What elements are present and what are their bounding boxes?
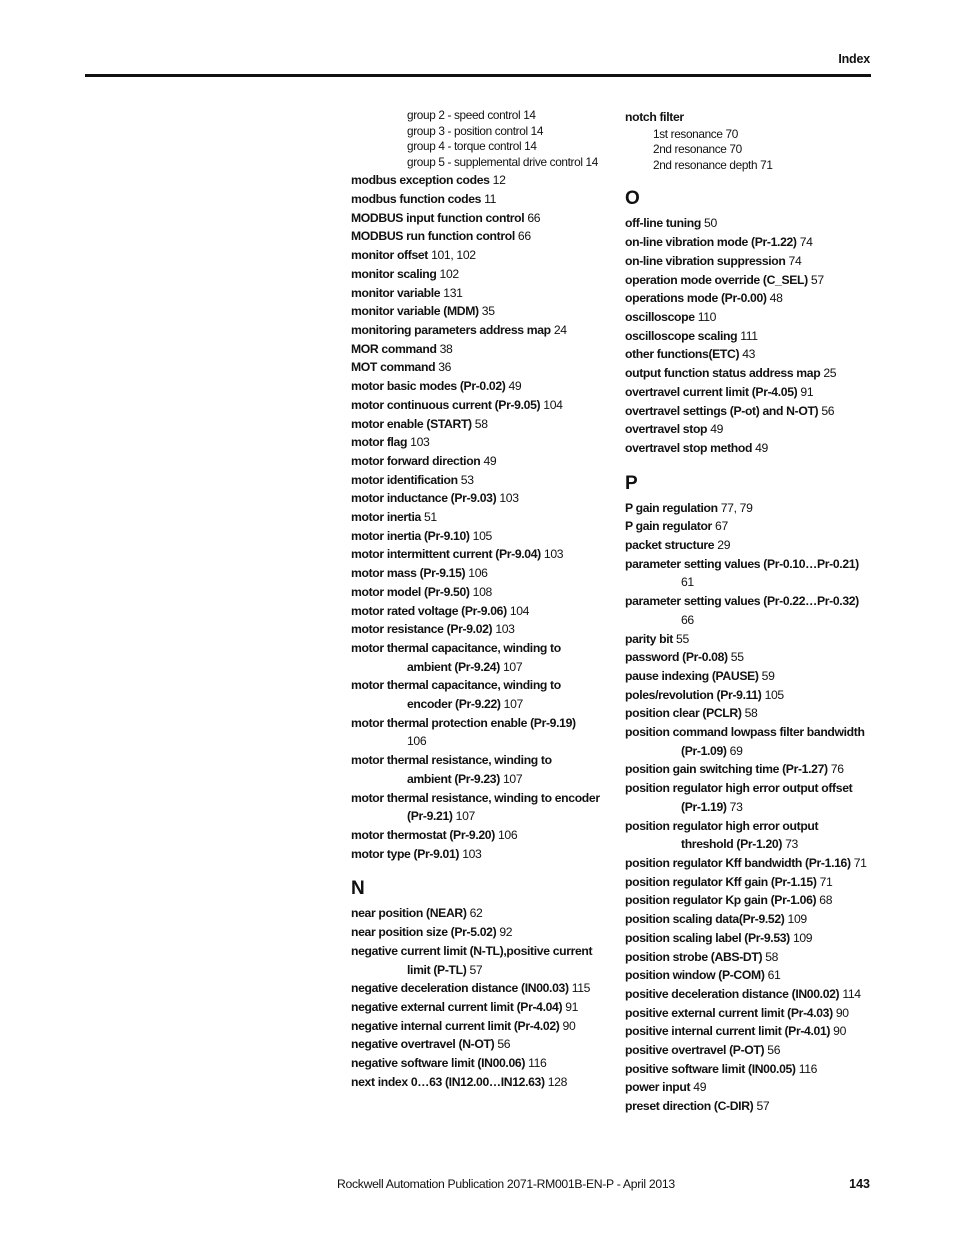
index-entry — [351, 789, 613, 826]
index-entry — [351, 489, 613, 508]
index-entry — [351, 415, 613, 434]
index-entry — [625, 1097, 887, 1116]
index-entry — [351, 620, 613, 639]
entry-term: monitor variable (MDM) — [351, 304, 479, 319]
entry-pages: 90 — [562, 1018, 576, 1033]
footer-publication: Rockwell Automation Publication 2071-RM001B-EN-P - April 2013 — [337, 1177, 675, 1191]
entry-pages: 68 — [819, 893, 833, 908]
index-entry — [625, 214, 887, 233]
entry-pages: 106 — [468, 566, 488, 581]
entry-term: motor identification — [351, 472, 458, 487]
entry-pages: 74 — [799, 235, 813, 250]
entry-pages: 61 — [681, 575, 694, 590]
subentry: group 4 - torque control 14 — [407, 139, 537, 154]
index-entry — [351, 1035, 613, 1054]
entry-pages: 56 — [821, 403, 835, 418]
entry-pages: 49 — [755, 440, 768, 455]
index-entry — [625, 592, 887, 629]
entry-pages: 57 — [810, 272, 824, 287]
entry-term: overtravel settings (P-ot) and N-OT) — [625, 403, 819, 418]
index-entry — [625, 364, 887, 383]
entry-pages: 73 — [785, 837, 798, 852]
entry-pages: 128 — [547, 1074, 568, 1089]
index-entry — [351, 942, 613, 979]
entry-term: overtravel stop — [625, 422, 708, 437]
subentry: 1st resonance 70 — [653, 126, 738, 141]
entry-term: P gain regulator — [625, 519, 712, 534]
index-entry — [351, 246, 613, 265]
subentry: group 2 - speed control 14 — [407, 108, 536, 122]
section-letter-p: P — [625, 472, 638, 494]
entry-pages: 59 — [761, 668, 775, 683]
index-entry — [625, 233, 887, 252]
entry-term: motor continuous current (Pr-9.05) — [351, 397, 541, 412]
entry-term: motor thermal capacitance, winding to — [351, 640, 561, 655]
entry-term: near position size (Pr-5.02) — [351, 925, 497, 940]
entry-pages: 103 — [499, 491, 519, 506]
index-entry — [625, 536, 887, 555]
entry-term: position window (P-COM) — [625, 968, 765, 983]
entry-continuation — [625, 742, 887, 761]
index-entry — [625, 667, 887, 686]
index-entry — [625, 817, 887, 854]
entry-term: MOR command — [351, 341, 437, 356]
entry-term: motor basic modes (Pr-0.02) — [351, 379, 506, 394]
entry-term: overtravel stop method — [625, 440, 753, 455]
entry-term-continued: (Pr-1.09) — [681, 743, 727, 758]
entry-pages: 107 — [502, 659, 523, 674]
index-entry — [351, 1017, 613, 1036]
entry-pages: 49 — [710, 422, 724, 437]
entry-pages: 66 — [517, 229, 531, 244]
index-entry — [625, 308, 887, 327]
entry-term: MODBUS run function control — [351, 229, 515, 244]
entry-term: motor type (Pr-9.01) — [351, 846, 460, 861]
index-entry-notch-filter — [625, 108, 887, 127]
index-entry — [351, 265, 613, 284]
entry-term: position regulator Kff gain (Pr-1.15) — [625, 874, 817, 889]
entry-term: power input — [625, 1080, 691, 1095]
notch-subentries — [625, 127, 887, 174]
entry-term: motor thermal resistance, winding to — [351, 753, 552, 768]
index-entry — [351, 714, 613, 751]
entry-pages: 108 — [472, 584, 492, 599]
index-entry — [625, 648, 887, 667]
entry-term: positive internal current limit (Pr-4.01) — [625, 1024, 831, 1039]
entry-pages: 49 — [483, 453, 497, 468]
entries-n — [351, 904, 613, 1091]
entry-term: packet structure — [625, 538, 715, 553]
entry-term: overtravel current limit (Pr-4.05) — [625, 384, 798, 399]
entry-term-continued: (Pr-1.19) — [681, 799, 727, 814]
entry-pages: 53 — [460, 472, 474, 487]
entry-term: parity bit — [625, 631, 673, 646]
entry-term: off-line tuning — [625, 216, 701, 231]
index-entry — [625, 873, 887, 892]
index-entry — [351, 998, 613, 1017]
index-entry — [351, 545, 613, 564]
entry-pages: 50 — [704, 216, 717, 231]
entry-term: operation mode override (C_SEL) — [625, 272, 808, 287]
entry-pages: 69 — [729, 743, 743, 758]
entry-term: motor thermostat (Pr-9.20) — [351, 827, 495, 842]
entry-term: positive software limit (IN00.05) — [625, 1061, 796, 1076]
entry-pages: 12 — [492, 173, 506, 188]
entry-term: monitor scaling — [351, 266, 437, 281]
index-entry — [625, 402, 887, 421]
entry-pages: 107 — [455, 809, 475, 824]
entry-term: modbus exception codes — [351, 173, 490, 188]
index-entry — [351, 433, 613, 452]
entry-pages: 106 — [407, 734, 427, 749]
index-entry — [625, 271, 887, 290]
entry-term: motor inductance (Pr-9.03) — [351, 491, 497, 506]
index-entry — [351, 904, 613, 923]
entry-pages: 105 — [764, 687, 784, 702]
entry-pages: 107 — [503, 697, 523, 712]
entry-term: password (Pr-0.08) — [625, 650, 728, 665]
entry-pages: 51 — [424, 510, 437, 525]
index-entry — [351, 639, 613, 676]
index-entry — [351, 302, 613, 321]
index-entry — [351, 508, 613, 527]
index-entry — [625, 723, 887, 760]
section-letter-n: N — [351, 878, 365, 900]
index-entry — [625, 1022, 887, 1041]
entry-term: near position (NEAR) — [351, 906, 467, 921]
footer-page-number: 143 — [849, 1177, 870, 1191]
index-entry — [351, 826, 613, 845]
entry-term: motor thermal capacitance, winding to — [351, 678, 561, 693]
entry-pages: 116 — [798, 1061, 818, 1076]
entry-term: motor flag — [351, 435, 408, 450]
entry-pages: 91 — [800, 384, 814, 399]
header-section-label: Index — [838, 52, 870, 66]
index-entry — [351, 1073, 613, 1092]
entry-pages: 77, 79 — [720, 500, 753, 515]
entry-pages: 66 — [527, 210, 541, 225]
entry-pages: 57 — [756, 1099, 770, 1114]
entry-pages: 25 — [823, 366, 837, 381]
entry-continuation — [351, 807, 613, 826]
entry-term: negative current limit (N-TL),positive current — [351, 943, 593, 958]
entry-pages: 56 — [767, 1043, 781, 1058]
entry-term: notch filter — [625, 110, 684, 124]
entry-pages: 49 — [508, 379, 522, 394]
entry-term: monitor variable — [351, 285, 441, 300]
entries-m — [351, 171, 613, 863]
index-entry — [625, 779, 887, 816]
entry-term: on-line vibration mode (Pr-1.22) — [625, 235, 797, 250]
entry-pages: 55 — [730, 650, 744, 665]
entry-pages: 103 — [543, 547, 564, 562]
entry-pages: 90 — [835, 1005, 849, 1020]
entry-continuation — [625, 798, 887, 817]
index-entry — [351, 527, 613, 546]
index-entry — [625, 345, 887, 364]
entry-continuation — [351, 770, 613, 789]
index-entry — [351, 676, 613, 713]
entry-term: positive deceleration distance (IN00.02) — [625, 986, 840, 1001]
entry-pages: 66 — [681, 612, 694, 627]
entry-pages: 29 — [717, 538, 731, 553]
entry-pages: 62 — [469, 906, 483, 921]
entry-term-continued: ambient (Pr-9.23) — [407, 771, 500, 786]
entry-pages: 106 — [498, 827, 518, 842]
entry-pages: 55 — [676, 631, 689, 646]
entry-term: motor inertia (Pr-9.10) — [351, 528, 470, 543]
index-entry — [351, 979, 613, 998]
index-entry — [625, 1004, 887, 1023]
entry-term: position regulator Kp gain (Pr-1.06) — [625, 893, 817, 908]
entry-term-continued: encoder (Pr-9.22) — [407, 697, 501, 712]
entry-pages: 43 — [742, 347, 756, 362]
section-letter-o: O — [625, 188, 640, 210]
index-entry — [351, 602, 613, 621]
index-entry — [351, 583, 613, 602]
entry-pages: 36 — [438, 360, 452, 375]
entry-term: on-line vibration suppression — [625, 253, 786, 268]
entry-term: negative deceleration distance (IN00.03) — [351, 981, 569, 996]
entry-term: motor model (Pr-9.50) — [351, 584, 470, 599]
index-entry — [625, 985, 887, 1004]
entry-term: motor mass (Pr-9.15) — [351, 566, 466, 581]
entry-term: next index 0…63 (IN12.00…IN12.63) — [351, 1074, 545, 1089]
entry-term: poles/revolution (Pr-9.11) — [625, 687, 762, 702]
entry-pages: 74 — [788, 253, 802, 268]
index-entry — [625, 910, 887, 929]
index-entry — [625, 420, 887, 439]
entry-term: modbus function codes — [351, 192, 482, 207]
entry-pages: 116 — [528, 1056, 547, 1071]
index-entry — [625, 966, 887, 985]
entry-term: other functions(ETC) — [625, 347, 740, 362]
entry-term: motor intermittent current (Pr-9.04) — [351, 547, 541, 562]
index-entry — [625, 686, 887, 705]
entry-term: motor resistance (Pr-9.02) — [351, 622, 493, 637]
entry-pages: 35 — [481, 304, 495, 319]
entry-pages: 111 — [740, 328, 758, 343]
header-rule — [85, 74, 871, 77]
entry-term: motor rated voltage (Pr-9.06) — [351, 603, 507, 618]
index-entry — [625, 383, 887, 402]
index-entry — [625, 1060, 887, 1079]
index-entry — [351, 190, 613, 209]
entry-pages: 58 — [744, 706, 758, 721]
entry-term: parameter setting values (Pr-0.10…Pr-0.21) — [625, 556, 859, 571]
index-entry — [625, 1041, 887, 1060]
index-entry — [625, 704, 887, 723]
entry-term: monitoring parameters address map — [351, 323, 551, 337]
entry-pages: 103 — [495, 622, 515, 637]
entry-term: pause indexing (PAUSE) — [625, 668, 759, 683]
entry-pages: 58 — [474, 416, 488, 431]
index-entry — [625, 1078, 887, 1097]
entry-pages: 57 — [469, 962, 483, 977]
index-entry — [351, 321, 613, 340]
entry-continuation — [351, 658, 613, 677]
entry-term: negative overtravel (N-OT) — [351, 1037, 495, 1052]
entry-term: operations mode (Pr-0.00) — [625, 291, 767, 306]
index-entry — [625, 555, 887, 592]
index-entry — [351, 340, 613, 359]
entry-term-continued: ambient (Pr-9.24) — [407, 659, 500, 674]
index-entry — [351, 358, 613, 377]
entry-pages: 90 — [833, 1024, 846, 1039]
entry-term: motor enable (START) — [351, 416, 472, 431]
entry-pages: 91 — [565, 999, 579, 1014]
entry-term: oscilloscope scaling — [625, 328, 738, 343]
entry-term: parameter setting values (Pr-0.22…Pr-0.32) — [625, 594, 859, 609]
entry-pages: 131 — [443, 285, 463, 300]
entry-term: motor thermal protection enable (Pr-9.19) — [351, 715, 576, 730]
entry-continuation — [625, 835, 887, 854]
entry-pages: 67 — [715, 519, 728, 534]
entry-term-continued: (Pr-9.21) — [407, 809, 453, 824]
entry-pages: 24 — [553, 323, 567, 337]
entry-term-continued: threshold (Pr-1.20) — [681, 837, 783, 852]
index-entry — [351, 396, 613, 415]
index-entry — [351, 377, 613, 396]
entry-continuation — [351, 961, 613, 980]
index-entry — [625, 760, 887, 779]
entry-pages: 115 — [571, 981, 591, 996]
index-column-left — [351, 108, 613, 1091]
index-entry — [351, 227, 613, 246]
entry-pages: 71 — [853, 855, 867, 870]
index-entry — [351, 845, 613, 864]
index-entry — [351, 471, 613, 490]
index-entry — [625, 327, 887, 346]
entry-pages: 71 — [819, 874, 833, 889]
index-entry — [351, 923, 613, 942]
entry-pages: 101, 102 — [431, 248, 476, 263]
entry-term: position strobe (ABS-DT) — [625, 949, 763, 964]
entry-pages: 104 — [509, 603, 530, 618]
entry-pages: 105 — [472, 528, 492, 543]
entry-term: preset direction (C-DIR) — [625, 1099, 754, 1114]
index-entry — [625, 517, 887, 536]
entry-pages: 58 — [765, 949, 779, 964]
index-entry — [625, 439, 887, 458]
entry-term: monitor offset — [351, 248, 429, 263]
entry-term: position command lowpass filter bandwidth — [625, 725, 865, 740]
entry-term: negative software limit (IN00.06) — [351, 1056, 526, 1071]
entry-term: position scaling label (Pr-9.53) — [625, 930, 790, 945]
entry-term: position regulator Kff bandwidth (Pr-1.16) — [625, 855, 851, 870]
index-entry — [351, 751, 613, 788]
entries-p — [625, 499, 887, 1116]
index-entry — [625, 891, 887, 910]
entry-term: position clear (PCLR) — [625, 706, 742, 721]
entry-term: output function status address map — [625, 366, 821, 381]
index-entry — [625, 948, 887, 967]
subentry: 2nd resonance depth 71 — [653, 157, 773, 172]
entry-pages: 38 — [439, 341, 453, 356]
entry-term: oscilloscope — [625, 310, 695, 324]
entry-term: positive external current limit (Pr-4.03) — [625, 1005, 833, 1020]
index-entry — [625, 630, 887, 649]
entry-term: P gain regulation — [625, 500, 718, 515]
entry-continuation — [351, 695, 613, 714]
entry-pages: 56 — [497, 1037, 511, 1052]
entry-pages: 104 — [543, 397, 563, 412]
entry-pages: 92 — [499, 925, 513, 940]
index-entry — [625, 854, 887, 873]
subentry: group 5 - supplemental drive control 14 — [407, 154, 598, 169]
entry-term: MODBUS input function control — [351, 210, 525, 225]
entry-term: position gain switching time (Pr-1.27) — [625, 762, 828, 777]
index-entry — [625, 499, 887, 518]
entry-pages: 103 — [462, 846, 482, 861]
entry-term: position regulator high error output offset — [625, 781, 853, 796]
subentry: 2nd resonance 70 — [653, 142, 742, 157]
entry-pages: 103 — [410, 435, 430, 450]
entry-pages: 110 — [697, 310, 717, 324]
index-entry — [351, 209, 613, 228]
entry-pages: 73 — [729, 799, 743, 814]
index-entry — [351, 452, 613, 471]
entry-pages: 109 — [792, 930, 813, 945]
index-entry — [351, 284, 613, 303]
index-entry — [625, 929, 887, 948]
entry-term: motor inertia — [351, 510, 421, 525]
entry-pages: 114 — [842, 986, 861, 1001]
entry-term: negative internal current limit (Pr-4.02) — [351, 1018, 560, 1033]
entry-pages: 48 — [769, 291, 783, 306]
entry-term: position regulator high error output — [625, 818, 819, 833]
entry-pages: 109 — [787, 912, 807, 927]
index-entry — [351, 1054, 613, 1073]
entries-o — [625, 214, 887, 457]
entry-pages: 61 — [767, 968, 781, 983]
index-entry — [625, 252, 887, 271]
entry-term: MOT command — [351, 360, 436, 375]
entry-term: positive overtravel (P-OT) — [625, 1043, 765, 1058]
index-entry — [625, 289, 887, 308]
top-subentries — [351, 108, 613, 170]
entry-pages: 49 — [693, 1080, 707, 1095]
index-entry — [351, 171, 613, 190]
entry-pages: 76 — [830, 762, 844, 777]
entry-pages: 11 — [484, 192, 497, 207]
entry-term: negative external current limit (Pr-4.04) — [351, 999, 563, 1014]
entry-term-continued: limit (P-TL) — [407, 962, 467, 977]
entry-pages: 102 — [439, 266, 459, 281]
index-entry — [351, 564, 613, 583]
entry-term: motor forward direction — [351, 453, 481, 468]
entry-term: motor thermal resistance, winding to encoder — [351, 790, 600, 805]
subentry: group 3 - position control 14 — [407, 123, 544, 138]
entry-pages: 107 — [502, 771, 523, 786]
index-column-right — [625, 108, 887, 1116]
entry-term: position scaling data(Pr-9.52) — [625, 912, 785, 927]
